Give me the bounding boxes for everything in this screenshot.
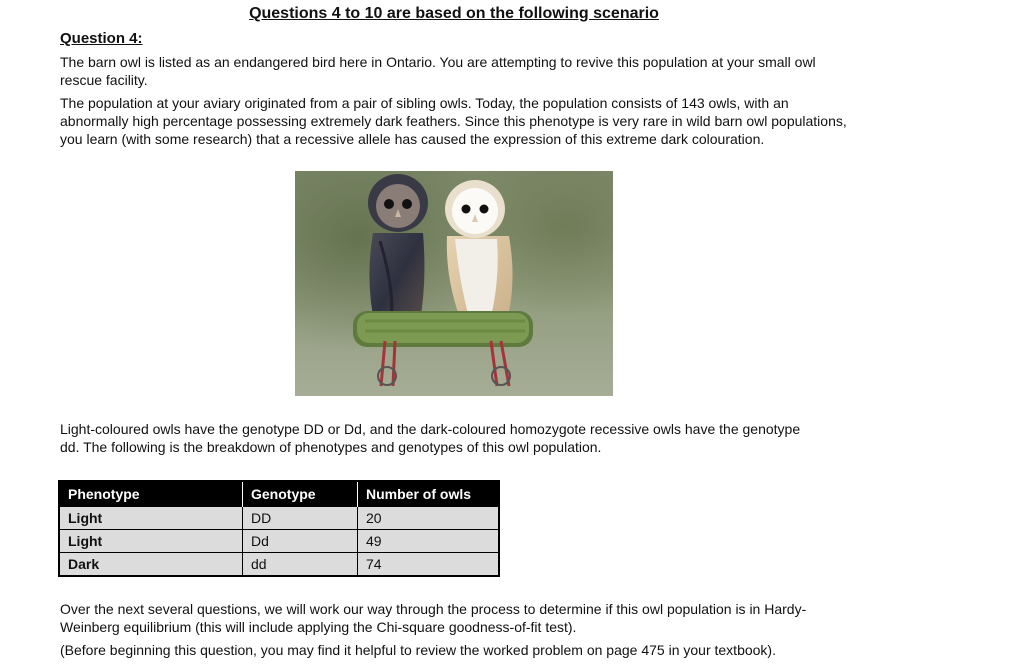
owl-genotype-table — [58, 480, 500, 577]
header-genotype: Genotype — [243, 481, 358, 507]
phenotype-cell: Light — [59, 507, 243, 530]
question-label: Question 4: — [60, 30, 143, 47]
population-paragraph: The population at your aviary originated from a pair of sibling owls. Today, the population consists of 143 owls, with an abnormally high percentage possessing extremely dark feathers. Since this phenotype is very rare in wild barn owl populations, you learn (with some research) that a recessive allele has caused the expression of this extreme dark colouration. — [60, 95, 847, 147]
textbook-note: (Before beginning this question, you may find it helpful to review the worked problem on page 475 in your textbook). — [60, 642, 776, 658]
table-row — [59, 530, 499, 553]
count-cell: 20 — [358, 507, 500, 530]
count-cell: 74 — [358, 553, 500, 577]
header-number-of-owls: Number of owls — [358, 481, 500, 507]
table-header-row — [59, 481, 499, 507]
next-steps-paragraph: Over the next several questions, we will work our way through the process to determine if this owl population is in Hardy-Weinberg equilibrium (this will include applying the Chi-square goodness-of-fit test). — [60, 601, 807, 635]
count-cell: 49 — [358, 530, 500, 553]
header-phenotype: Phenotype — [59, 481, 243, 507]
table-row — [59, 553, 499, 577]
intro-paragraph: The barn owl is listed as an endangered bird here in Ontario. You are attempting to revive this population at your small owl rescue facility. — [60, 54, 816, 88]
genotype-cell: dd — [243, 553, 358, 577]
barn-owls-photo — [295, 171, 613, 396]
genotype-cell: Dd — [243, 530, 358, 553]
scenario-heading: Questions 4 to 10 are based on the following scenario — [249, 5, 659, 22]
phenotype-cell: Dark — [59, 553, 243, 577]
phenotype-cell: Light — [59, 530, 243, 553]
genotype-paragraph: Light-coloured owls have the genotype DD or Dd, and the dark-coloured homozygote recessive owls have the genotype dd. The following is the breakdown of phenotypes and genotypes of this owl population. — [60, 421, 801, 455]
genotype-cell: DD — [243, 507, 358, 530]
table-row — [59, 507, 499, 530]
